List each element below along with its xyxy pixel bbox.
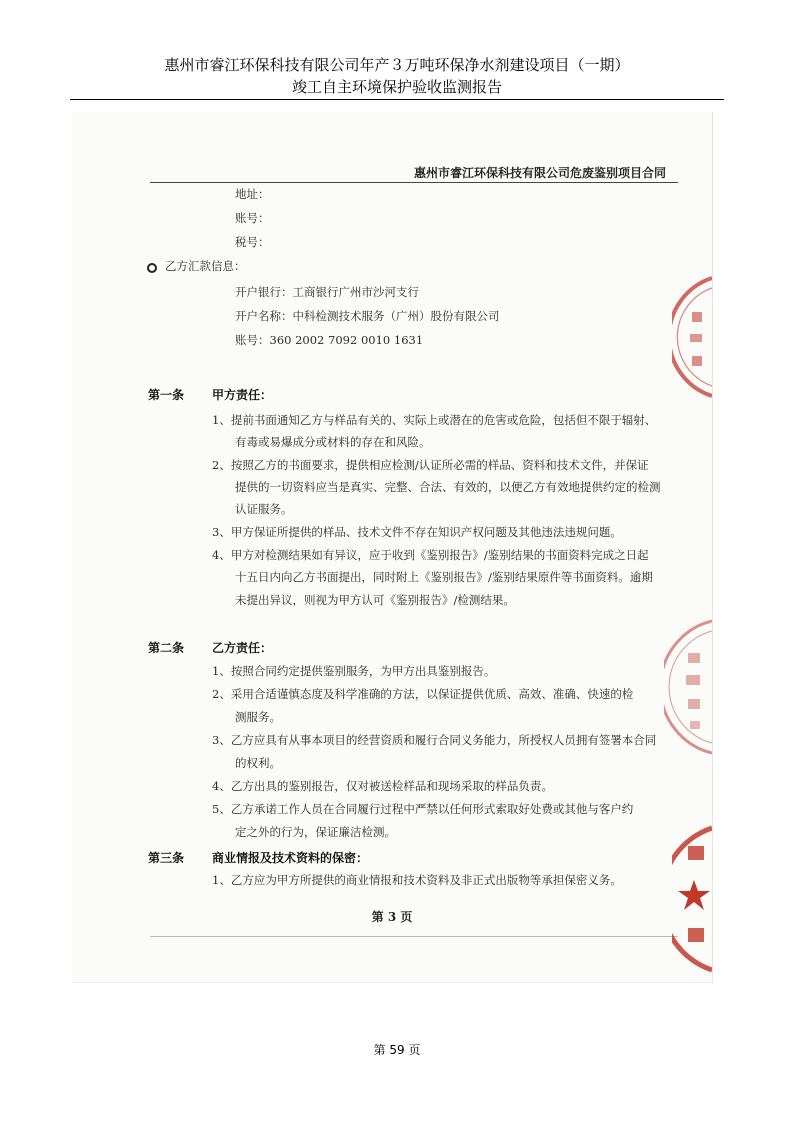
- party-b-account-name: 开户名称：中科检测技术服务（广州）股份有限公司: [235, 309, 500, 323]
- article-1-line: 4、甲方对检测结果如有异议，应于收到《鉴别报告》/鉴别结果的书面资料完成之日起: [212, 548, 649, 562]
- page-header: [70, 54, 724, 98]
- seal-stamp-middle-icon: [664, 617, 712, 757]
- contract-page-label: 第 3 页: [371, 910, 413, 924]
- article-1-line: 认证服务。: [235, 502, 293, 516]
- party-b-bank-title: 乙方汇款信息：: [165, 259, 246, 273]
- article-2-line: 定之外的行为，保证廉洁检测。: [235, 825, 396, 839]
- article-1-line: 有毒或易爆成分或材料的存在和风险。: [235, 435, 431, 449]
- article-2-line: 4、乙方出具的鉴别报告，仅对被送检样品和现场采取的样品负责。: [212, 779, 553, 793]
- article-3-line: 1、乙方应为甲方所提供的商业情报和技术资料及非正式出版物等承担保密义务。: [212, 873, 622, 887]
- article-2-line: 测服务。: [235, 710, 281, 724]
- article-1-line: 3、甲方保证所提供的样品、技术文件不存在知识产权问题及其他违法违规问题。: [212, 525, 622, 539]
- seal-stamp-top-icon: [672, 272, 712, 402]
- field-address: 地址：: [235, 187, 270, 201]
- article-2-line: 的权利。: [235, 756, 281, 770]
- header-rule: [70, 99, 724, 100]
- contract-footer-rule: [150, 936, 678, 937]
- field-account: 账号：: [235, 211, 270, 225]
- header-title-line1: 惠州市睿江环保科技有限公司年产３万吨环保净水剂建设项目（一期）: [164, 56, 630, 74]
- contract-header-rule: [150, 182, 678, 183]
- article-2-line: 2、采用合适谨慎态度及科学准确的方法，以保证提供优质、高效、准确、快速的检: [212, 687, 634, 701]
- bullet-icon: [147, 263, 157, 273]
- article-1-line: 1、提前书面通知乙方与样品有关的、实际上或潜在的危害或危险，包括但不限于辐射、: [212, 413, 657, 427]
- seal-stamp-star-icon: [672, 824, 712, 974]
- header-title-line2: 竣工自主环境保护验收监测报告: [291, 78, 502, 96]
- article-1-line: 十五日内向乙方书面提出，同时附上《鉴别报告》/鉴别结果原件等书面资料。逾期: [235, 570, 653, 584]
- page-number: 第 59 页: [373, 1043, 421, 1057]
- article-1-label: 第一条: [148, 388, 185, 402]
- article-2-label: 第二条: [148, 641, 185, 655]
- article-2-line: 5、乙方承诺工作人员在合同履行过程中严禁以任何形式索取好处费或其他与客户约: [212, 802, 634, 816]
- article-2-title: 乙方责任：: [212, 641, 273, 655]
- article-3-title: 商业情报及技术资料的保密：: [212, 851, 369, 865]
- contract-header: 惠州市睿江环保科技有限公司危废鉴别项目合同: [413, 166, 666, 180]
- article-1-title: 甲方责任：: [212, 388, 273, 402]
- article-1-line: 2、按照乙方的书面要求，提供相应检测/认证所必需的样品、资料和技术文件，并保证: [212, 458, 649, 472]
- field-tax: 税号：: [235, 235, 270, 249]
- scanned-contract-page: [72, 112, 713, 983]
- article-3-label: 第三条: [148, 851, 185, 865]
- article-1-line: 提供的一切资料应当是真实、完整、合法、有效的，以便乙方有效地提供约定的检测: [235, 480, 661, 494]
- article-2-line: 1、按照合同约定提供鉴别服务，为甲方出具鉴别报告。: [212, 664, 496, 678]
- article-2-line: 3、乙方应具有从事本项目的经营资质和履行合同义务能力，所授权人员拥有签署本合同: [212, 733, 657, 747]
- article-1-line: 未提出异议，则视为甲方认可《鉴别报告》/检测结果。: [235, 593, 515, 607]
- party-b-account-number: 账号：360 2002 7092 0010 1631: [235, 333, 424, 347]
- party-b-bank: 开户银行：工商银行广州市沙河支行: [235, 285, 419, 299]
